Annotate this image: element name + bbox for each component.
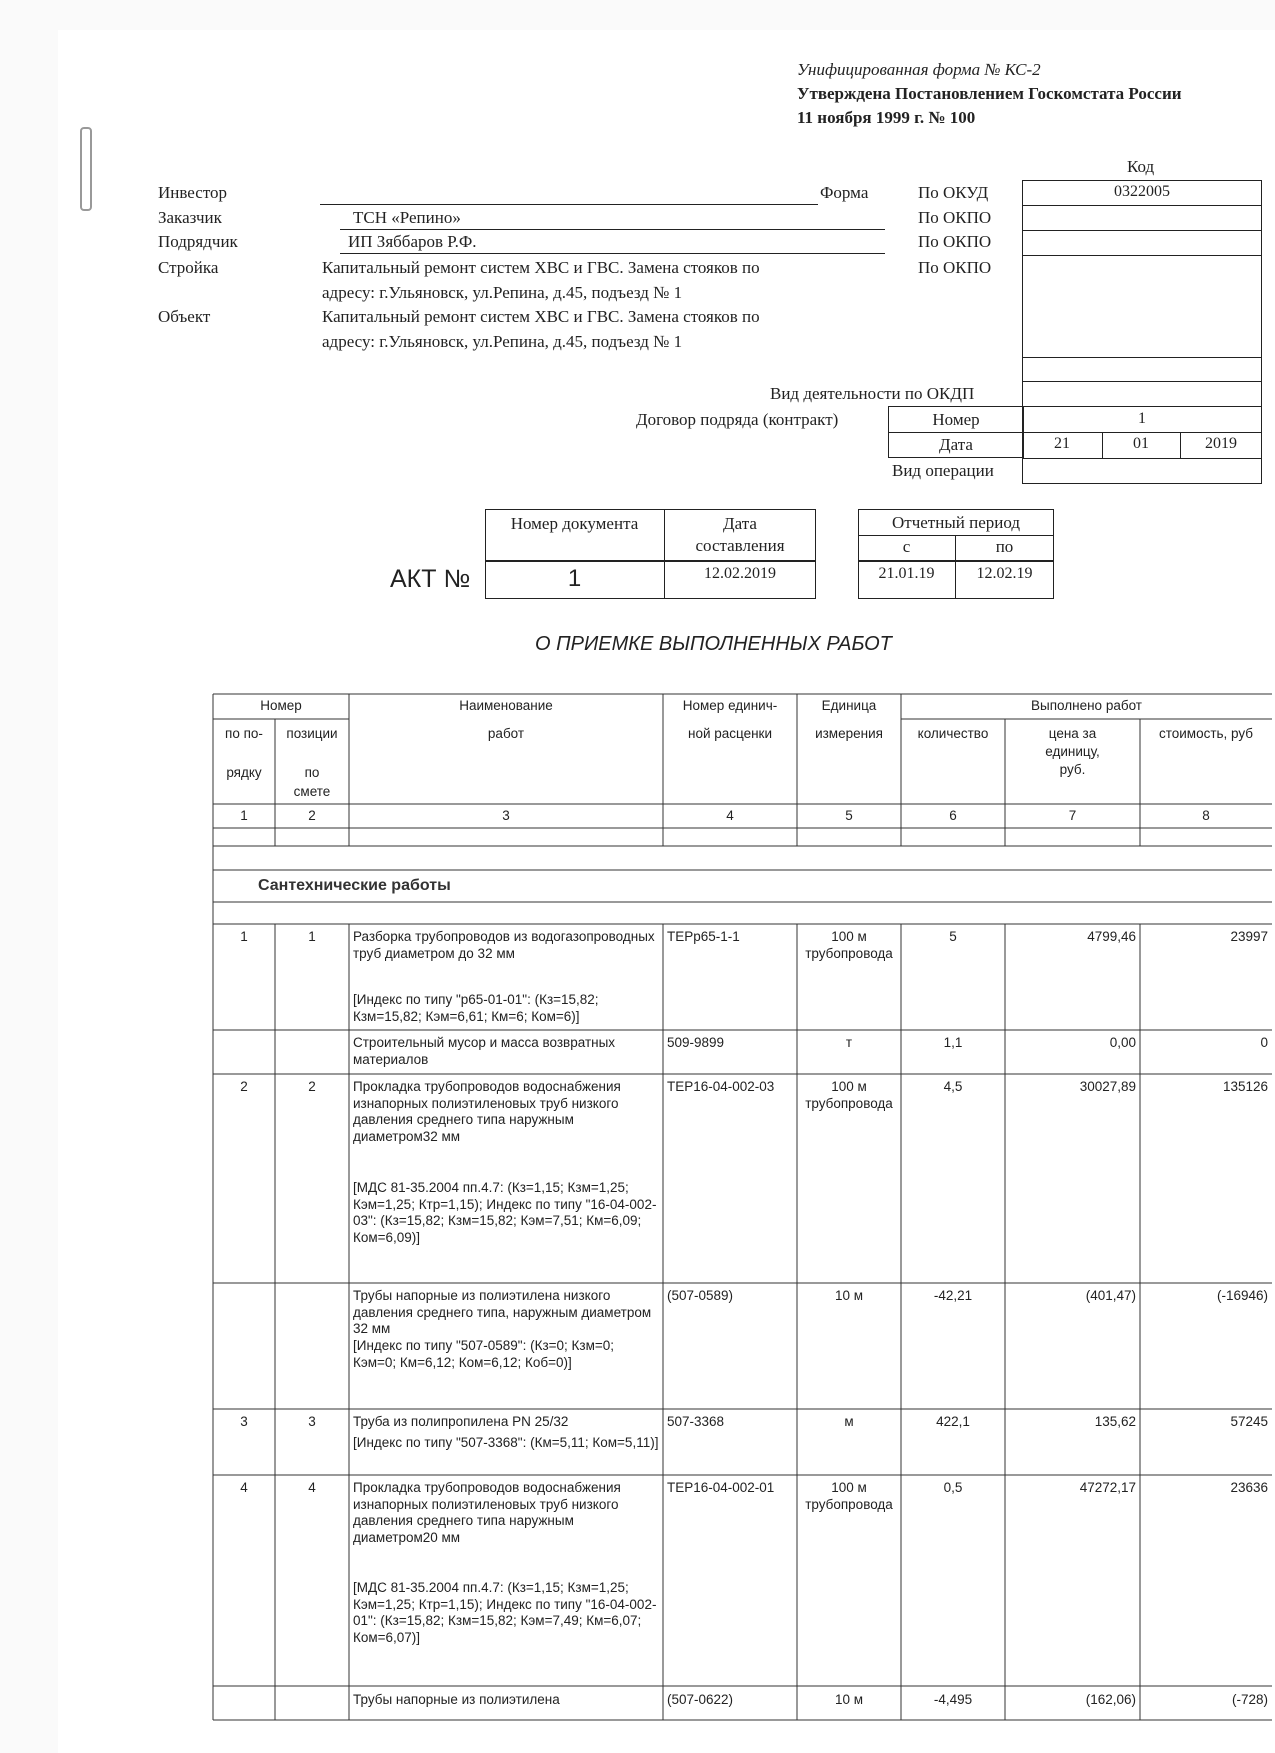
h-ed-2: измерения xyxy=(815,726,883,741)
approved-line-1: Утверждена Постановлением Госкомстата России xyxy=(797,84,1182,103)
row-qty: 4,5 xyxy=(943,1079,963,1094)
col-num-2: 2 xyxy=(308,808,316,823)
col-num-5: 5 xyxy=(845,808,853,823)
h-naim-1: Наименование xyxy=(459,698,553,713)
investor-label: Инвестор xyxy=(158,183,228,202)
doc-num-header: Номер документа xyxy=(510,514,639,533)
okud-label: По ОКУД xyxy=(918,183,989,202)
form-name: Унифицированная форма № КС-2 xyxy=(797,60,1041,79)
stroyka-label: Стройка xyxy=(158,258,219,277)
h-cena-3: руб. xyxy=(1059,762,1086,777)
col-num-1: 1 xyxy=(240,808,248,823)
row-price: (401,47) xyxy=(1085,1288,1136,1303)
row-n: 3 xyxy=(240,1414,248,1429)
row-code: (507-0622) xyxy=(667,1692,734,1707)
row-unit: 100 м трубопровода xyxy=(805,1480,893,1512)
contract-label: Договор подряда (контракт) xyxy=(636,410,839,429)
okpo-label-3: По ОКПО xyxy=(918,258,992,277)
row-name: Трубы напорные из полиэтилена xyxy=(353,1692,560,1707)
h-pozicii-2: по xyxy=(304,765,320,780)
date-month: 01 xyxy=(1133,435,1149,452)
h-po-poryadku-2: рядку xyxy=(226,765,262,780)
row-cost: 135126 xyxy=(1222,1079,1268,1094)
row-name: Прокладка трубопроводов водоснабжения изнапорных полиэтиленовых труб низкого давления среднего типа наружным диаметром32 мм xyxy=(353,1079,621,1144)
section-title: Сантехнические работы xyxy=(258,877,451,894)
okpo-label-1: По ОКПО xyxy=(918,208,992,227)
row-name: Прокладка трубопроводов водоснабжения изнапорных полиэтиленовых труб низкого давления среднего типа наружным диаметром20 мм xyxy=(353,1480,621,1545)
row-pos: 4 xyxy=(308,1480,316,1495)
row-cost: 57245 xyxy=(1230,1414,1268,1429)
row-qty: 1,1 xyxy=(943,1035,963,1050)
operation-label: Вид операции xyxy=(892,461,994,480)
approved-line-2: 11 ноября 1999 г. № 100 xyxy=(797,108,976,127)
row-n: 4 xyxy=(240,1480,248,1495)
h-nomer: Номер xyxy=(260,698,302,713)
row-price: (162,06) xyxy=(1085,1692,1136,1707)
row-price: 135,62 xyxy=(1094,1414,1136,1429)
row-qty: 422,1 xyxy=(936,1414,970,1429)
obekt-line-1: Капитальный ремонт систем ХВС и ГВС. Замена стояков по xyxy=(322,307,760,326)
h-vypolneno: Выполнено работ xyxy=(1031,698,1142,713)
row-note: [МДС 81-35.2004 пп.4.7: (Кз=1,15; Кзм=1,25; Кэм=1,25; Ктр=1,15); Индекс по типу "16-04-002-01": (Кз=15,82; Кзм=15,82; Кэм=7,49; Км=6,07; Ком=6,07)] xyxy=(353,1580,657,1645)
row-qty: -42,21 xyxy=(933,1288,973,1303)
podryadchik-label: Подрядчик xyxy=(158,232,238,251)
row-pos: 1 xyxy=(308,929,316,944)
row-pos: 2 xyxy=(308,1079,316,1094)
h-kol: количество xyxy=(917,726,989,741)
h-po-poryadku-1: по по- xyxy=(225,726,263,741)
row-qty: -4,495 xyxy=(933,1692,973,1707)
okdp-label: Вид деятельности по ОКДП xyxy=(770,384,975,403)
row-note: [Индекс по типу "р65-01-01": (Кз=15,82; Кзм=15,82; Кэм=6,61; Км=6; Ком=6)] xyxy=(353,992,599,1024)
row-cost: 0 xyxy=(1260,1035,1268,1050)
row-cost: (-728) xyxy=(1231,1692,1268,1707)
h-rasc-2: ной расценки xyxy=(687,726,772,741)
col-num-8: 8 xyxy=(1202,808,1210,823)
period-from-label: с xyxy=(902,537,911,556)
row-price: 30027,89 xyxy=(1079,1079,1136,1094)
date-header-1: Дата xyxy=(723,514,757,533)
doc-num-value: 1 xyxy=(567,565,582,592)
data-label: Дата xyxy=(939,435,973,454)
nomer-label: Номер xyxy=(932,410,980,429)
date-header-2: составления xyxy=(695,536,785,555)
row-n: 1 xyxy=(240,929,248,944)
row-cost: 23636 xyxy=(1230,1480,1268,1495)
row-name: Строительный мусор и масса возвратных материалов xyxy=(353,1035,616,1067)
col-num-4: 4 xyxy=(726,808,734,823)
col-num-6: 6 xyxy=(949,808,957,823)
row-name: Труба из полипропилена PN 25/32 xyxy=(353,1414,569,1429)
row-pos: 3 xyxy=(308,1414,316,1429)
row-code: ТЕР16-04-002-01 xyxy=(667,1480,775,1495)
period-to-label: по xyxy=(995,537,1014,556)
obekt-line-2: адресу: г.Ульяновск, ул.Репина, д.45, подъезд № 1 xyxy=(322,332,683,351)
row-code: 507-3368 xyxy=(667,1414,725,1429)
h-cena-2: единицу, xyxy=(1045,744,1100,759)
row-qty: 5 xyxy=(949,929,957,944)
okpo-label-2: По ОКПО xyxy=(918,232,992,251)
h-ed-1: Единица xyxy=(821,698,877,713)
okud-value: 0322005 xyxy=(1114,183,1170,200)
period-to: 12.02.19 xyxy=(976,565,1033,582)
date-year: 2019 xyxy=(1205,435,1237,452)
h-pozicii-3: смете xyxy=(293,784,331,799)
stroyka-line-2: адресу: г.Ульяновск, ул.Репина, д.45, подъезд № 1 xyxy=(322,283,683,302)
date-day: 21 xyxy=(1054,435,1070,452)
zakazchik-label: Заказчик xyxy=(158,208,222,227)
row-unit: 100 м трубопровода xyxy=(805,929,893,961)
row-unit: т xyxy=(845,1035,853,1050)
row-unit: 10 м xyxy=(834,1692,864,1707)
row-n: 2 xyxy=(240,1079,248,1094)
col-num-3: 3 xyxy=(502,808,510,823)
row-note: [МДС 81-35.2004 пп.4.7: (Кз=1,15; Кзм=1,25; Кэм=1,25; Ктр=1,15); Индекс по типу "16-04-002-03": (Кз=15,82; Кзм=15,82; Кэм=7,51; Км=6,09; Ком=6,09)] xyxy=(353,1180,657,1245)
h-naim-2: работ xyxy=(487,726,525,741)
kod-label: Код xyxy=(1127,157,1155,176)
obekt-label: Объект xyxy=(158,307,211,326)
act-subtitle: О ПРИЕМКЕ ВЫПОЛНЕННЫХ РАБОТ xyxy=(535,633,892,655)
row-name: Разборка трубопроводов из водогазопроводных труб диаметром до 32 мм xyxy=(353,929,655,961)
podryadchik-value: ИП Зяббаров Р.Ф. xyxy=(348,232,477,251)
row-name: Трубы напорные из полиэтилена низкого давления среднего типа, наружным диаметром 32 мм xyxy=(353,1288,652,1336)
row-unit: 10 м xyxy=(834,1288,864,1303)
period-header: Отчетный период xyxy=(892,513,1020,532)
row-qty: 0,5 xyxy=(943,1480,963,1495)
row-unit: 100 м трубопровода xyxy=(805,1079,893,1111)
row-price: 47272,17 xyxy=(1079,1480,1136,1495)
h-stoim: стоимость, руб xyxy=(1158,726,1254,741)
date-value: 12.02.2019 xyxy=(704,565,776,582)
stroyka-line-1: Капитальный ремонт систем ХВС и ГВС. Замена стояков по xyxy=(322,258,760,277)
row-unit: м xyxy=(844,1414,854,1429)
row-code: 509-9899 xyxy=(667,1035,725,1050)
row-cost: (-16946) xyxy=(1216,1288,1268,1303)
row-code: ТЕРр65-1-1 xyxy=(667,929,740,944)
row-price: 0,00 xyxy=(1109,1035,1136,1050)
row-cost: 23997 xyxy=(1230,929,1268,944)
row-note: [Индекс по типу "507-0589": (Кз=0; Кзм=0; Кэм=0; Км=6,12; Ком=6,12; Коб=0)] xyxy=(353,1338,615,1370)
row-code: (507-0589) xyxy=(667,1288,734,1303)
col-num-7: 7 xyxy=(1068,808,1077,823)
row-code: ТЕР16-04-002-03 xyxy=(667,1079,775,1094)
row-price: 4799,46 xyxy=(1087,929,1136,944)
h-rasc-1: Номер единич- xyxy=(682,698,778,713)
akt-label: АКТ № xyxy=(390,565,471,593)
row-note: [Индекс по типу "507-3368": (Км=5,11; Ком=5,11)] xyxy=(353,1435,659,1450)
nomer-value: 1 xyxy=(1138,410,1146,427)
forma-label: Форма xyxy=(820,183,869,202)
h-cena-1: цена за xyxy=(1048,726,1097,741)
h-pozicii-1: позиции xyxy=(286,726,338,741)
period-from: 21.01.19 xyxy=(878,565,935,582)
zakazchik-value: ТСН «Репино» xyxy=(353,208,461,227)
